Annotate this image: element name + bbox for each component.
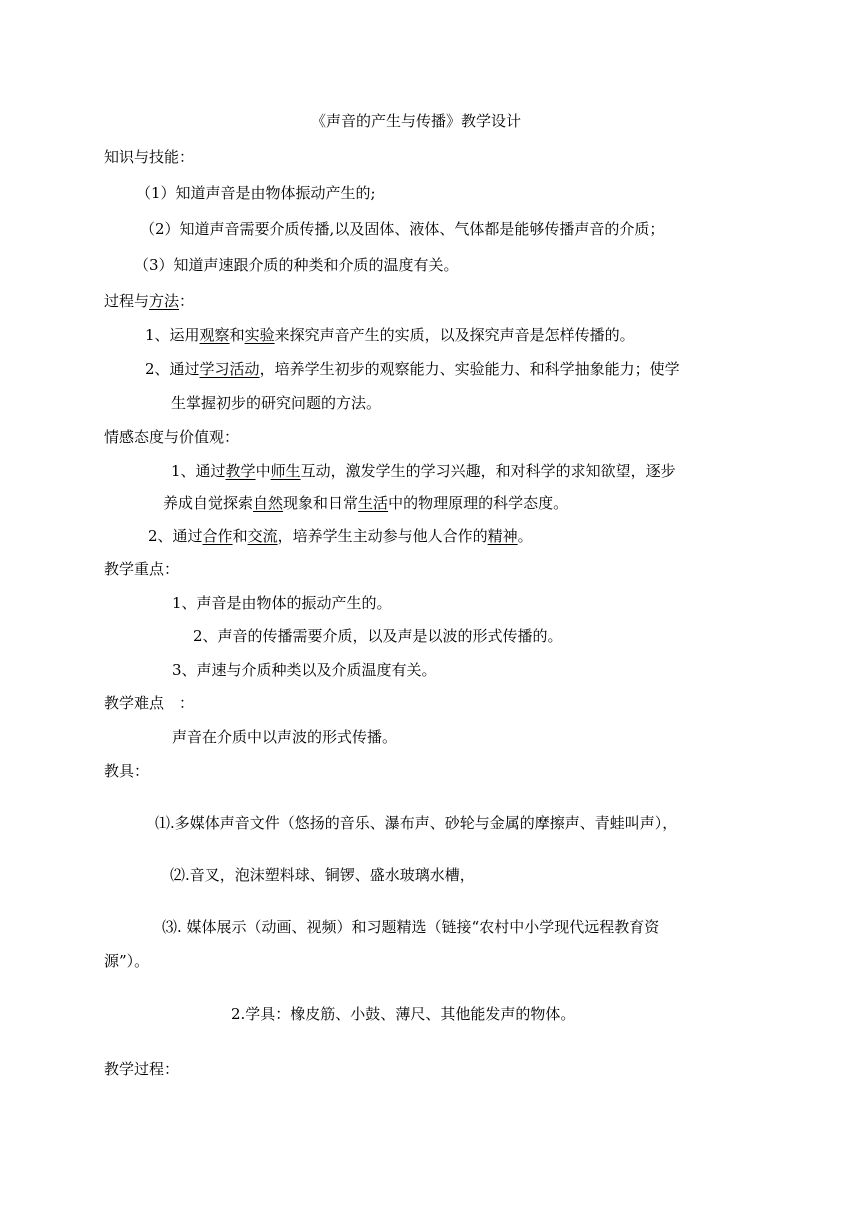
tools-item-3: ⑶. 媒体展示（动画、视频）和习题精选（链接“农村中小学现代远程教育资 (162, 918, 660, 936)
text-run: ，培养学生初步的观察能力、实验能力、和科学抽象能力；使学 (259, 360, 680, 378)
text-run: 中 (255, 462, 271, 480)
text-run: 。 (517, 527, 533, 545)
tools-item-2: ⑵.音叉，泡沫塑料球、铜锣、盛水玻璃水槽， (170, 866, 475, 884)
underlined-term: 学习活动 (199, 360, 260, 378)
knowledge-item-2: （2）知道声音需要介质传播,以及固体、液体、气体都是能够传播声音的介质； (140, 220, 665, 238)
text-run: 1、通过 (171, 462, 226, 480)
tools-heading: 教具： (104, 762, 150, 780)
emotion-heading: 情感态度与价值观： (104, 428, 240, 446)
underlined-term: 合作 (202, 527, 233, 545)
knowledge-item-3: （3）知道声速跟介质的种类和介质的温度有关。 (134, 256, 459, 274)
difficulty-heading: 教学难点 ： (104, 694, 195, 712)
underlined-term: 观察 (199, 326, 230, 344)
text-run: 2、通过 (148, 527, 203, 545)
process-item-1 (145, 324, 635, 346)
knowledge-heading: 知识与技能： (104, 148, 195, 166)
process-item-2 (145, 358, 680, 380)
text-run: 来探究声音产生的实质，以及探究声音是怎样传播的。 (274, 326, 635, 344)
document-title: 《声音的产生与传播》教学设计 (311, 112, 522, 130)
text-run: 1、运用 (145, 326, 200, 344)
text-run: 和 (232, 527, 248, 545)
key-point-1: 1、声音是由物体的振动产生的。 (172, 594, 392, 612)
text-run: 互动，激发学生的学习兴趣，和对科学的求知欲望，逐步 (300, 462, 676, 480)
text-run: ，培养学生主动参与他人合作的 (277, 527, 488, 545)
key-points-heading: 教学重点： (104, 560, 180, 578)
underlined-term: 自然 (253, 494, 284, 512)
key-point-2: 2、声音的传播需要介质，以及声是以波的形式传播的。 (193, 627, 563, 645)
student-tools: 2.学具：橡皮筋、小鼓、薄尺、其他能发声的物体。 (231, 1005, 576, 1023)
underlined-term: 师生 (270, 462, 301, 480)
text-run: 现象和日常 (283, 494, 359, 512)
emotion-item-1 (171, 460, 676, 482)
difficulty-text: 声音在介质中以声波的形式传播。 (172, 728, 398, 746)
text-run: 和 (229, 326, 245, 344)
heading-part: ： (179, 292, 195, 310)
text-run: 养成自觉探索 (163, 494, 254, 512)
text-run: 中的物理原理的科学态度。 (388, 494, 569, 512)
key-point-3: 3、声速与介质种类以及介质温度有关。 (172, 661, 437, 679)
process-method-heading (104, 290, 194, 312)
emotion-item-2 (148, 525, 533, 547)
heading-part: 过程与 (104, 292, 150, 310)
heading-part-underlined: 方法 (149, 292, 180, 310)
tools-item-3-cont: 源”）。 (104, 952, 150, 970)
teaching-process-heading: 教学过程： (104, 1060, 180, 1078)
process-item-2-cont: 生掌握初步的研究问题的方法。 (171, 394, 382, 412)
emotion-item-1-cont (163, 492, 568, 514)
knowledge-item-1: （1）知道声音是由物体振动产生的; (136, 184, 376, 202)
underlined-term: 实验 (244, 326, 275, 344)
tools-item-1: ⑴.多媒体声音文件（悠扬的音乐、瀑布声、砂轮与金属的摩擦声、青蛙叫声）， (155, 814, 678, 832)
underlined-term: 交流 (247, 527, 278, 545)
text-run: 2、通过 (145, 360, 200, 378)
underlined-term: 生活 (358, 494, 389, 512)
underlined-term: 教学 (225, 462, 256, 480)
underlined-term: 精神 (487, 527, 518, 545)
